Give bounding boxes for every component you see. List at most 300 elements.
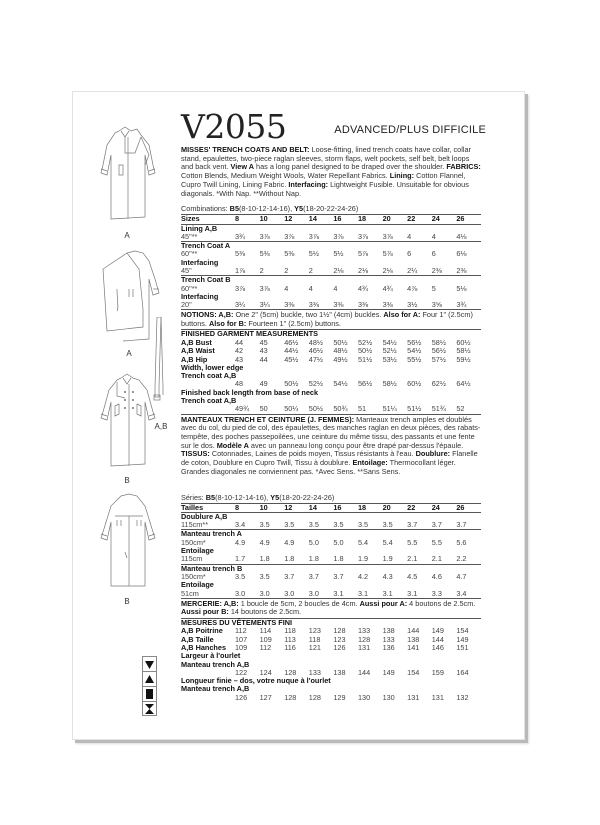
yardage-value: 3.1 bbox=[333, 590, 358, 599]
english-description bbox=[181, 146, 481, 198]
table-cell bbox=[181, 405, 235, 413]
yardage-value: 3¼ bbox=[260, 301, 285, 310]
measurement-value: 138 bbox=[407, 634, 420, 644]
yardage-value: 4⅞ bbox=[407, 283, 418, 293]
fabric-width: 115cm bbox=[181, 555, 235, 564]
mercerie-label: MERCERIE: A,B: bbox=[181, 598, 239, 608]
yardage-value: 4¾ bbox=[357, 283, 369, 293]
yardage-section-title bbox=[181, 224, 481, 233]
yardage-value: 3⅞ bbox=[383, 233, 408, 242]
yardage-value: 2⅛ bbox=[383, 267, 408, 276]
yardage-value: 3⅜ bbox=[333, 301, 358, 310]
measurement-value: 133 bbox=[357, 626, 371, 636]
back-length-value: 130 bbox=[357, 692, 371, 702]
measurement-value: 51½ bbox=[357, 354, 373, 364]
measurement-value: 52½ bbox=[382, 346, 397, 356]
sizes-label: Sizes bbox=[181, 215, 235, 224]
fabric-width: 150cm* bbox=[181, 571, 206, 581]
fr-tissus-label: TISSUS: bbox=[181, 449, 210, 459]
yardage-value: 4⅛ bbox=[456, 233, 481, 242]
yardage-value: 1.8 bbox=[333, 555, 358, 564]
width-value: 154 bbox=[407, 667, 420, 677]
yardage-value: 2¼ bbox=[407, 267, 432, 276]
view-b-front-label: B bbox=[124, 476, 130, 485]
measurement-value: 121 bbox=[308, 642, 321, 652]
yardage-value: 4 bbox=[333, 283, 338, 293]
measurement-value: 52½ bbox=[357, 337, 373, 347]
measurement-value: 48½ bbox=[333, 346, 348, 356]
sizes-header-row bbox=[181, 215, 481, 224]
view-b-front-illustration bbox=[97, 372, 159, 472]
notions-b-text: Fourteen 1" (2.5cm) buttons. bbox=[246, 318, 341, 328]
yardage-value: 1.9 bbox=[358, 555, 383, 564]
measurement-value: 44½ bbox=[284, 346, 299, 356]
measurement-value: 48½ bbox=[308, 337, 323, 347]
size-header: 18 bbox=[358, 504, 383, 513]
yardage-value: 3¾ bbox=[235, 233, 260, 242]
yardage-value: 4 bbox=[284, 283, 289, 293]
fabric-width: 60"** bbox=[181, 249, 198, 259]
back-length-value: 128 bbox=[284, 692, 297, 702]
series-y5: Y5 bbox=[270, 492, 280, 502]
interfacing-label: Interfacing: bbox=[288, 179, 329, 189]
back-length-value: 130 bbox=[382, 692, 395, 702]
view-a-front-illustration bbox=[97, 125, 157, 225]
measurement-value: 144 bbox=[407, 626, 420, 636]
yardage-row bbox=[181, 555, 481, 564]
fr-model-a-text: avec un panneau long conçu pour être drapé par-dessus l'épaule. bbox=[248, 440, 464, 450]
yardage-value: 3.3 bbox=[432, 590, 457, 599]
table-cell: Longueur finie – dos, votre nuque à l'ourlet bbox=[181, 676, 331, 686]
yardage-value: 5.4 bbox=[382, 537, 393, 547]
view-a-text: has a long panel designed to be draped over the shoulder. bbox=[254, 162, 447, 172]
yardage-row bbox=[181, 301, 481, 310]
yardage-value: 3⅞ bbox=[259, 283, 270, 293]
yardage-title: Lining A,B bbox=[181, 223, 218, 233]
measurement-value: 57½ bbox=[431, 354, 446, 364]
yardage-title: Entoilage bbox=[181, 580, 214, 590]
yardage-value: 3.5 bbox=[284, 521, 309, 530]
measurement-value: 44 bbox=[259, 354, 268, 364]
mercerie bbox=[181, 599, 481, 619]
description-text: Loose-fitting, lined trench coats have collar, collar stand, epaulettes, two-piece raglan sleeves, storm flaps, welt pockets, self belt, belt loops and back vent. bbox=[181, 145, 471, 172]
measurement-label: A,B Hip bbox=[181, 354, 208, 364]
yardage-value: 3⅞ bbox=[309, 233, 334, 242]
measurement-value: 151 bbox=[456, 642, 469, 652]
notions-text: One 2" (5cm) buckle, two 1½" (4cm) buckles. bbox=[233, 310, 384, 320]
pattern-info bbox=[181, 107, 486, 702]
fabric-width: 150cm* bbox=[181, 537, 206, 547]
yardage-value: 2⅜ bbox=[456, 267, 481, 276]
measurement-value: 43 bbox=[259, 346, 268, 356]
size-header: 24 bbox=[432, 504, 457, 513]
mercerie-b-label: Aussi pour B: bbox=[181, 607, 229, 617]
mercerie-a-label: Aussi pour A: bbox=[359, 598, 408, 608]
measurement-value: 149 bbox=[431, 626, 444, 636]
yardage-value: 3.4 bbox=[456, 590, 481, 599]
yardage-title: Manteau trench A bbox=[181, 529, 242, 539]
illustrations-column bbox=[73, 92, 173, 741]
yardage-value: 5.4 bbox=[357, 537, 369, 547]
back-values-row bbox=[181, 694, 481, 702]
fr-finished-measurements-title: MESURES DU VÊTEMENTS FINI bbox=[181, 617, 293, 627]
yardage-value: 4.2 bbox=[357, 571, 369, 581]
back-length-value: 132 bbox=[456, 692, 469, 702]
title-row bbox=[181, 107, 486, 146]
combo-y5-sizes: (18-20-22-24-26) bbox=[303, 204, 359, 214]
yardage-value: 5⅜ bbox=[235, 249, 246, 259]
french-yardage-table bbox=[181, 504, 481, 599]
yardage-row bbox=[181, 573, 481, 581]
fabric-width: 115cm** bbox=[181, 521, 235, 530]
width-value: 138 bbox=[333, 667, 346, 677]
series-b5: B5 bbox=[205, 492, 216, 502]
yardage-value: 3.0 bbox=[235, 590, 260, 599]
yardage-value: 2 bbox=[284, 267, 309, 276]
size-header: 22 bbox=[407, 215, 432, 224]
yardage-title: Manteau trench B bbox=[181, 563, 243, 573]
back-length-value: 50¼ bbox=[284, 404, 299, 414]
measurement-value: 116 bbox=[284, 642, 296, 652]
yardage-value: 6 bbox=[431, 249, 436, 259]
measurement-label: A,B Poitrine bbox=[181, 626, 223, 636]
yardage-value: 3¼ bbox=[235, 301, 260, 310]
description-title: MISSES' TRENCH COATS AND BELT: bbox=[181, 145, 310, 154]
yardage-value: 4 bbox=[407, 233, 432, 242]
table-cell: Finished back length from base of neck bbox=[181, 387, 319, 397]
english-yardage-table bbox=[181, 215, 481, 310]
measurement-value: 58½ bbox=[431, 337, 446, 347]
measurement-value: 53½ bbox=[382, 354, 397, 364]
french-description bbox=[181, 414, 481, 477]
yardage-value: 3.0 bbox=[309, 590, 334, 599]
view-a-front-label: A bbox=[124, 231, 130, 240]
width-value: 48 bbox=[235, 379, 244, 389]
size-header: 12 bbox=[284, 215, 309, 224]
yardage-value: 2.1 bbox=[432, 555, 457, 564]
yardage-value: 3⅞ bbox=[358, 233, 383, 242]
yardage-value: 3⅞ bbox=[235, 283, 246, 293]
back-length-value: 131 bbox=[407, 692, 420, 702]
measurement-label: A,B Hanches bbox=[181, 642, 227, 652]
yardage-value: 3⅜ bbox=[309, 301, 334, 310]
measurement-value: 128 bbox=[357, 634, 371, 644]
yardage-value: 3⅜ bbox=[284, 301, 309, 310]
yardage-value: 4.9 bbox=[284, 537, 295, 547]
fabric-width: 45"** bbox=[181, 233, 235, 242]
triangle-up-icon bbox=[142, 671, 157, 686]
yardage-row bbox=[181, 539, 481, 547]
yardage-title: Interfacing bbox=[181, 291, 219, 301]
fabric-width: 51cm bbox=[181, 590, 235, 599]
yardage-value: 3.5 bbox=[235, 571, 246, 581]
yardage-value: 3⅝ bbox=[432, 301, 457, 310]
fabric-width: 45" bbox=[181, 267, 235, 276]
measurement-label: A,B Taille bbox=[181, 634, 214, 644]
width-value: 58½ bbox=[382, 379, 397, 389]
combo-y5: Y5 bbox=[294, 204, 304, 214]
yardage-value: 4.5 bbox=[407, 571, 418, 581]
lining-label: Lining: bbox=[389, 171, 415, 181]
measurement-value: 44 bbox=[235, 337, 244, 347]
yardage-value: 4.3 bbox=[382, 571, 393, 581]
square-icon bbox=[142, 686, 157, 701]
yardage-value: 4.6 bbox=[431, 571, 442, 581]
yardage-value: 1.9 bbox=[383, 555, 408, 564]
mercerie-b-text: 14 boutons de 2.5cm. bbox=[228, 607, 302, 617]
measurement-value: 118 bbox=[284, 626, 296, 636]
size-header: 10 bbox=[260, 504, 285, 513]
yardage-section-title bbox=[181, 242, 481, 251]
fr-model-a-label: Modèle A bbox=[216, 440, 249, 450]
back-length-value: 51¼ bbox=[382, 404, 397, 414]
yardage-value: 3.7 bbox=[407, 521, 432, 530]
yardage-value: 3.7 bbox=[432, 521, 457, 530]
yardage-value: 3½ bbox=[407, 301, 432, 310]
sizes-label: Tailles bbox=[181, 504, 235, 513]
series-y5-sizes: (18-20-22-24-26) bbox=[279, 492, 335, 502]
measurement-value: 123 bbox=[308, 626, 321, 636]
interfacing-text: Lightweight Fusible. Unsuitable for obvious diagonals. *With Nap. **Without Nap. bbox=[181, 179, 469, 198]
back-length-value: 51½ bbox=[407, 404, 422, 414]
size-header: 20 bbox=[383, 215, 408, 224]
yardage-value: 5½ bbox=[333, 249, 344, 259]
yardage-value: 3.5 bbox=[333, 521, 358, 530]
yardage-value: 5.5 bbox=[407, 537, 418, 547]
view-a-back-label: A bbox=[126, 349, 132, 358]
measurement-value: 138 bbox=[382, 626, 395, 636]
size-header: 26 bbox=[456, 504, 481, 513]
yardage-value: 3.4 bbox=[235, 521, 260, 530]
series-b5-sizes: (8-10-12-14-16), bbox=[215, 492, 271, 502]
measurement-value: 56½ bbox=[431, 346, 446, 356]
back-length-value: 129 bbox=[333, 692, 346, 702]
series-label: Séries: bbox=[181, 492, 206, 502]
lining-text: Cotton Flannel, Cupro Twill Lining, Lining Fabric. bbox=[181, 171, 466, 189]
fr-tissus-text: Cotonnades, Laines de poids moyen, Tissus résistants à l'eau. bbox=[209, 449, 416, 459]
size-header: 10 bbox=[260, 215, 285, 224]
view-b-back-illustration bbox=[97, 492, 159, 592]
size-header: 8 bbox=[235, 215, 260, 224]
yardage-value: 6⅛ bbox=[456, 249, 467, 259]
back-length-value: 51¾ bbox=[431, 404, 446, 414]
back-length-value: 131 bbox=[431, 692, 444, 702]
yardage-value: 3.5 bbox=[358, 521, 383, 530]
width-value: 128 bbox=[284, 667, 297, 677]
back-values-row bbox=[181, 405, 481, 413]
hourglass-icon bbox=[142, 701, 157, 716]
size-header: 16 bbox=[333, 504, 358, 513]
yardage-value: 4.7 bbox=[456, 571, 467, 581]
yardage-value: 3.5 bbox=[260, 521, 285, 530]
yardage-value: 1.8 bbox=[260, 555, 285, 564]
english-measurements-table bbox=[181, 339, 481, 414]
combo-b5-sizes: (8-10-12-14-16), bbox=[239, 204, 295, 214]
table-cell bbox=[181, 694, 235, 702]
yardage-value: 3.7 bbox=[333, 571, 344, 581]
measurement-value: 131 bbox=[357, 642, 371, 652]
combinations-label: Combinations: bbox=[181, 204, 230, 214]
yardage-value: 3⅞ bbox=[260, 233, 285, 242]
yardage-value: 3¾ bbox=[456, 301, 481, 310]
yardage-title: Doublure A,B bbox=[181, 511, 228, 521]
yardage-value: 5⅞ bbox=[357, 249, 369, 259]
yardage-value: 5.0 bbox=[333, 537, 344, 547]
measurement-value: 109 bbox=[259, 634, 272, 644]
measurement-value: 50½ bbox=[333, 337, 348, 347]
back-length-value: 51 bbox=[357, 404, 367, 414]
yardage-value: 3⅜ bbox=[383, 301, 408, 310]
back-length-value: 50¾ bbox=[333, 404, 348, 414]
yardage-value: 6 bbox=[407, 249, 412, 259]
table-cell: Largeur à l'ourlet bbox=[181, 651, 241, 661]
measurement-value: 107 bbox=[235, 634, 248, 644]
fabric-width: 20" bbox=[181, 301, 235, 310]
size-header: 24 bbox=[432, 215, 457, 224]
yardage-value: 5⅜ bbox=[259, 249, 270, 259]
width-value: 54½ bbox=[333, 379, 348, 389]
width-value: 124 bbox=[259, 667, 272, 677]
back-length-value: 52 bbox=[456, 404, 465, 414]
view-a-label: View A bbox=[230, 162, 255, 172]
fabric-width: 60"** bbox=[181, 283, 198, 293]
measurement-value: 58½ bbox=[456, 346, 471, 356]
measurement-value: 113 bbox=[284, 634, 296, 644]
difficulty-label: ADVANCED/PLUS DIFFICILE bbox=[334, 124, 486, 136]
yardage-value: 3.1 bbox=[407, 590, 432, 599]
yardage-value: 4 bbox=[308, 283, 313, 293]
measurement-value: 146 bbox=[431, 642, 444, 652]
yardage-value: 4.9 bbox=[259, 537, 270, 547]
fr-description-title: MANTEAUX TRENCH ET CEINTURE (J. FEMMES): bbox=[181, 414, 355, 424]
size-header: 14 bbox=[309, 504, 334, 513]
measurement-value: 60½ bbox=[456, 337, 471, 347]
yardage-value: 5½ bbox=[308, 249, 319, 259]
size-header: 18 bbox=[358, 215, 383, 224]
measurement-label: A,B Waist bbox=[181, 346, 215, 356]
yardage-value: 1.8 bbox=[309, 555, 334, 564]
yardage-value: 1.8 bbox=[284, 555, 309, 564]
back-length-value: 128 bbox=[308, 692, 321, 702]
yardage-title: Trench Coat B bbox=[181, 275, 231, 285]
yardage-value: 3.7 bbox=[456, 521, 481, 530]
yardage-value: 5 bbox=[431, 283, 436, 293]
measurement-value: 43 bbox=[235, 354, 244, 364]
width-value: 144 bbox=[357, 667, 371, 677]
measurement-value: 45½ bbox=[284, 354, 299, 364]
measurement-value: 46½ bbox=[308, 346, 323, 356]
mercerie-text: 1 boucle de 5cm, 2 boucles de 4cm. bbox=[238, 598, 360, 608]
measurement-value: 126 bbox=[333, 642, 346, 652]
size-header: 14 bbox=[309, 215, 334, 224]
yardage-value: 5⅛ bbox=[456, 283, 467, 293]
width-value: 50½ bbox=[284, 379, 299, 389]
symbol-legend bbox=[142, 656, 157, 716]
belt-label: A,B bbox=[154, 422, 168, 431]
fr-entoilage-label: Entoilage: bbox=[352, 458, 388, 468]
notions-a-label: Also for A: bbox=[383, 310, 421, 320]
yardage-section-title bbox=[181, 276, 481, 285]
width-value: 149 bbox=[382, 667, 395, 677]
table-cell: Width, lower edge bbox=[181, 362, 244, 372]
pattern-envelope-back bbox=[72, 91, 525, 740]
measurement-value: 47½ bbox=[308, 354, 323, 364]
yardage-value: 1⅞ bbox=[235, 267, 260, 276]
width-value: 133 bbox=[308, 667, 321, 677]
back-length-value: 127 bbox=[259, 692, 272, 702]
fr-doublure-label: Doublure: bbox=[415, 449, 451, 459]
notions-label: NOTIONS: A,B: bbox=[181, 310, 234, 320]
yardage-row bbox=[181, 250, 481, 258]
triangle-down-icon bbox=[142, 656, 157, 671]
yardage-value: 3.5 bbox=[309, 521, 334, 530]
measurement-value: 123 bbox=[333, 634, 346, 644]
size-header: 22 bbox=[407, 504, 432, 513]
measurement-value: 55½ bbox=[407, 354, 422, 364]
measurement-value: 136 bbox=[382, 642, 395, 652]
yardage-value: 2⅜ bbox=[432, 267, 457, 276]
size-header: 20 bbox=[383, 504, 408, 513]
back-length-value: 50½ bbox=[308, 404, 323, 414]
measurement-value: 112 bbox=[235, 626, 247, 636]
measurement-value: 49½ bbox=[333, 354, 348, 364]
yardage-value: 3.0 bbox=[284, 590, 309, 599]
fr-doublure-text: Flanelle de coton, Doublure en Cupro Twill, Tissu à doublure. bbox=[181, 449, 478, 468]
finished-measurements-title: FINISHED GARMENT MEASUREMENTS bbox=[181, 329, 319, 339]
yardage-value: 2 bbox=[309, 267, 334, 276]
back-length-value: 126 bbox=[235, 692, 248, 702]
measurement-label: A,B Bust bbox=[181, 337, 212, 347]
series bbox=[181, 493, 481, 504]
width-value: 56½ bbox=[357, 379, 373, 389]
fr-description-text: Manteaux trench amples et doublés avec du col, du pied de col, des épaulettes, des manches raglan en deux pièces, des rabats-tempête, des poches passepoilées, une ceinture du même tissu, des passants et une fente sur le dos. bbox=[181, 414, 481, 450]
back-length-value: 49¾ bbox=[235, 404, 250, 414]
yardage-value: 1.7 bbox=[235, 555, 260, 564]
yardage-value: 4¾ bbox=[382, 283, 393, 293]
yardage-value: 3.1 bbox=[358, 590, 383, 599]
french-measurements-table bbox=[181, 627, 481, 702]
fabrics-label: FABRICS: bbox=[446, 162, 481, 172]
width-value: 122 bbox=[235, 667, 248, 677]
yardage-value: 5.0 bbox=[308, 537, 319, 547]
fabrics-text: Cotton Blends, Medium Weight Wools, Water Repellant Fabrics. bbox=[181, 171, 390, 181]
yardage-row bbox=[181, 285, 481, 293]
yardage-value: 3.7 bbox=[308, 571, 319, 581]
measurement-value: 54½ bbox=[382, 337, 397, 347]
measurement-value: 114 bbox=[259, 626, 272, 636]
yardage-value: 3⅜ bbox=[358, 301, 383, 310]
measurement-value: 154 bbox=[456, 626, 469, 636]
measurement-value: 45 bbox=[259, 337, 268, 347]
width-value: 64½ bbox=[456, 379, 471, 389]
back-length-value: 50 bbox=[259, 404, 268, 414]
measurement-value: 54½ bbox=[407, 346, 422, 356]
measurement-value: 149 bbox=[456, 634, 469, 644]
measurement-value: 112 bbox=[259, 642, 272, 652]
yardage-value: 4.9 bbox=[235, 537, 246, 547]
measurement-value: 109 bbox=[235, 642, 248, 652]
yardage-value: 3.1 bbox=[383, 590, 408, 599]
yardage-value: 3⅞ bbox=[333, 233, 358, 242]
yardage-row bbox=[181, 590, 481, 599]
yardage-value: 5⅜ bbox=[284, 249, 295, 259]
pattern-code: V2055 bbox=[181, 107, 287, 146]
yardage-value: 2⅛ bbox=[333, 267, 358, 276]
yardage-value: 3⅞ bbox=[284, 233, 309, 242]
yardage-value: 5⅞ bbox=[382, 249, 393, 259]
width-value: 62½ bbox=[431, 379, 446, 389]
size-header: 16 bbox=[333, 215, 358, 224]
